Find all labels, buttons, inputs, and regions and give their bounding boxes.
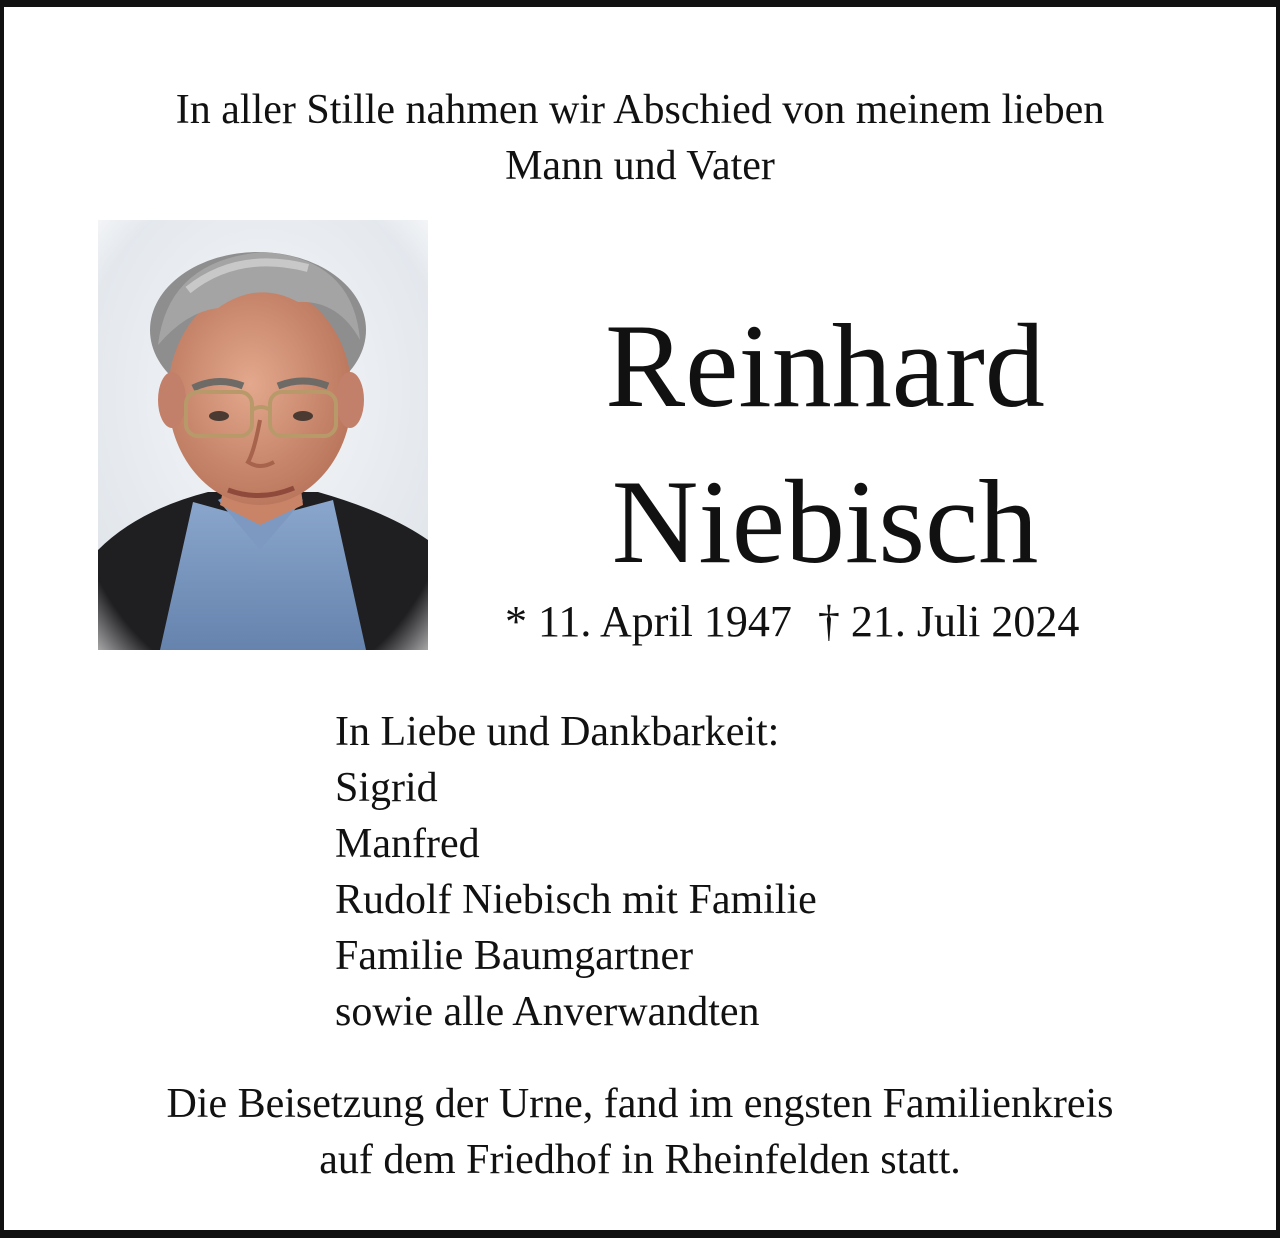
intro-line-1: In aller Stille nahmen wir Abschied von meinem lieben bbox=[175, 87, 1105, 133]
mourner-name: Sigrid bbox=[335, 765, 438, 811]
portrait-photo bbox=[98, 220, 428, 650]
birth-date: * 11. April 1947 bbox=[505, 597, 792, 646]
burial-notice bbox=[0, 1076, 1280, 1188]
mourners-heading: In Liebe und Dankbarkeit: bbox=[335, 709, 780, 755]
last-name: Niebisch bbox=[611, 455, 1039, 588]
mourner-name: Rudolf Niebisch mit Familie bbox=[335, 877, 817, 923]
portrait-illustration bbox=[98, 220, 428, 650]
burial-line-1: Die Beisetzung der Urne, fand im engsten Familienkreis bbox=[166, 1081, 1114, 1127]
death-date: † 21. Juli 2024 bbox=[817, 597, 1080, 646]
intro-line-2: Mann und Vater bbox=[505, 143, 775, 189]
mourner-name: Manfred bbox=[335, 821, 480, 867]
life-dates bbox=[505, 594, 1079, 650]
mourners-list bbox=[335, 704, 817, 1040]
intro-text bbox=[0, 82, 1280, 194]
deceased-name bbox=[520, 288, 1130, 600]
burial-line-2: auf dem Friedhof in Rheinfelden statt. bbox=[319, 1137, 961, 1183]
first-name: Reinhard bbox=[605, 299, 1045, 432]
mourner-name: sowie alle Anverwandten bbox=[335, 989, 760, 1035]
mourner-name: Familie Baumgartner bbox=[335, 933, 694, 979]
